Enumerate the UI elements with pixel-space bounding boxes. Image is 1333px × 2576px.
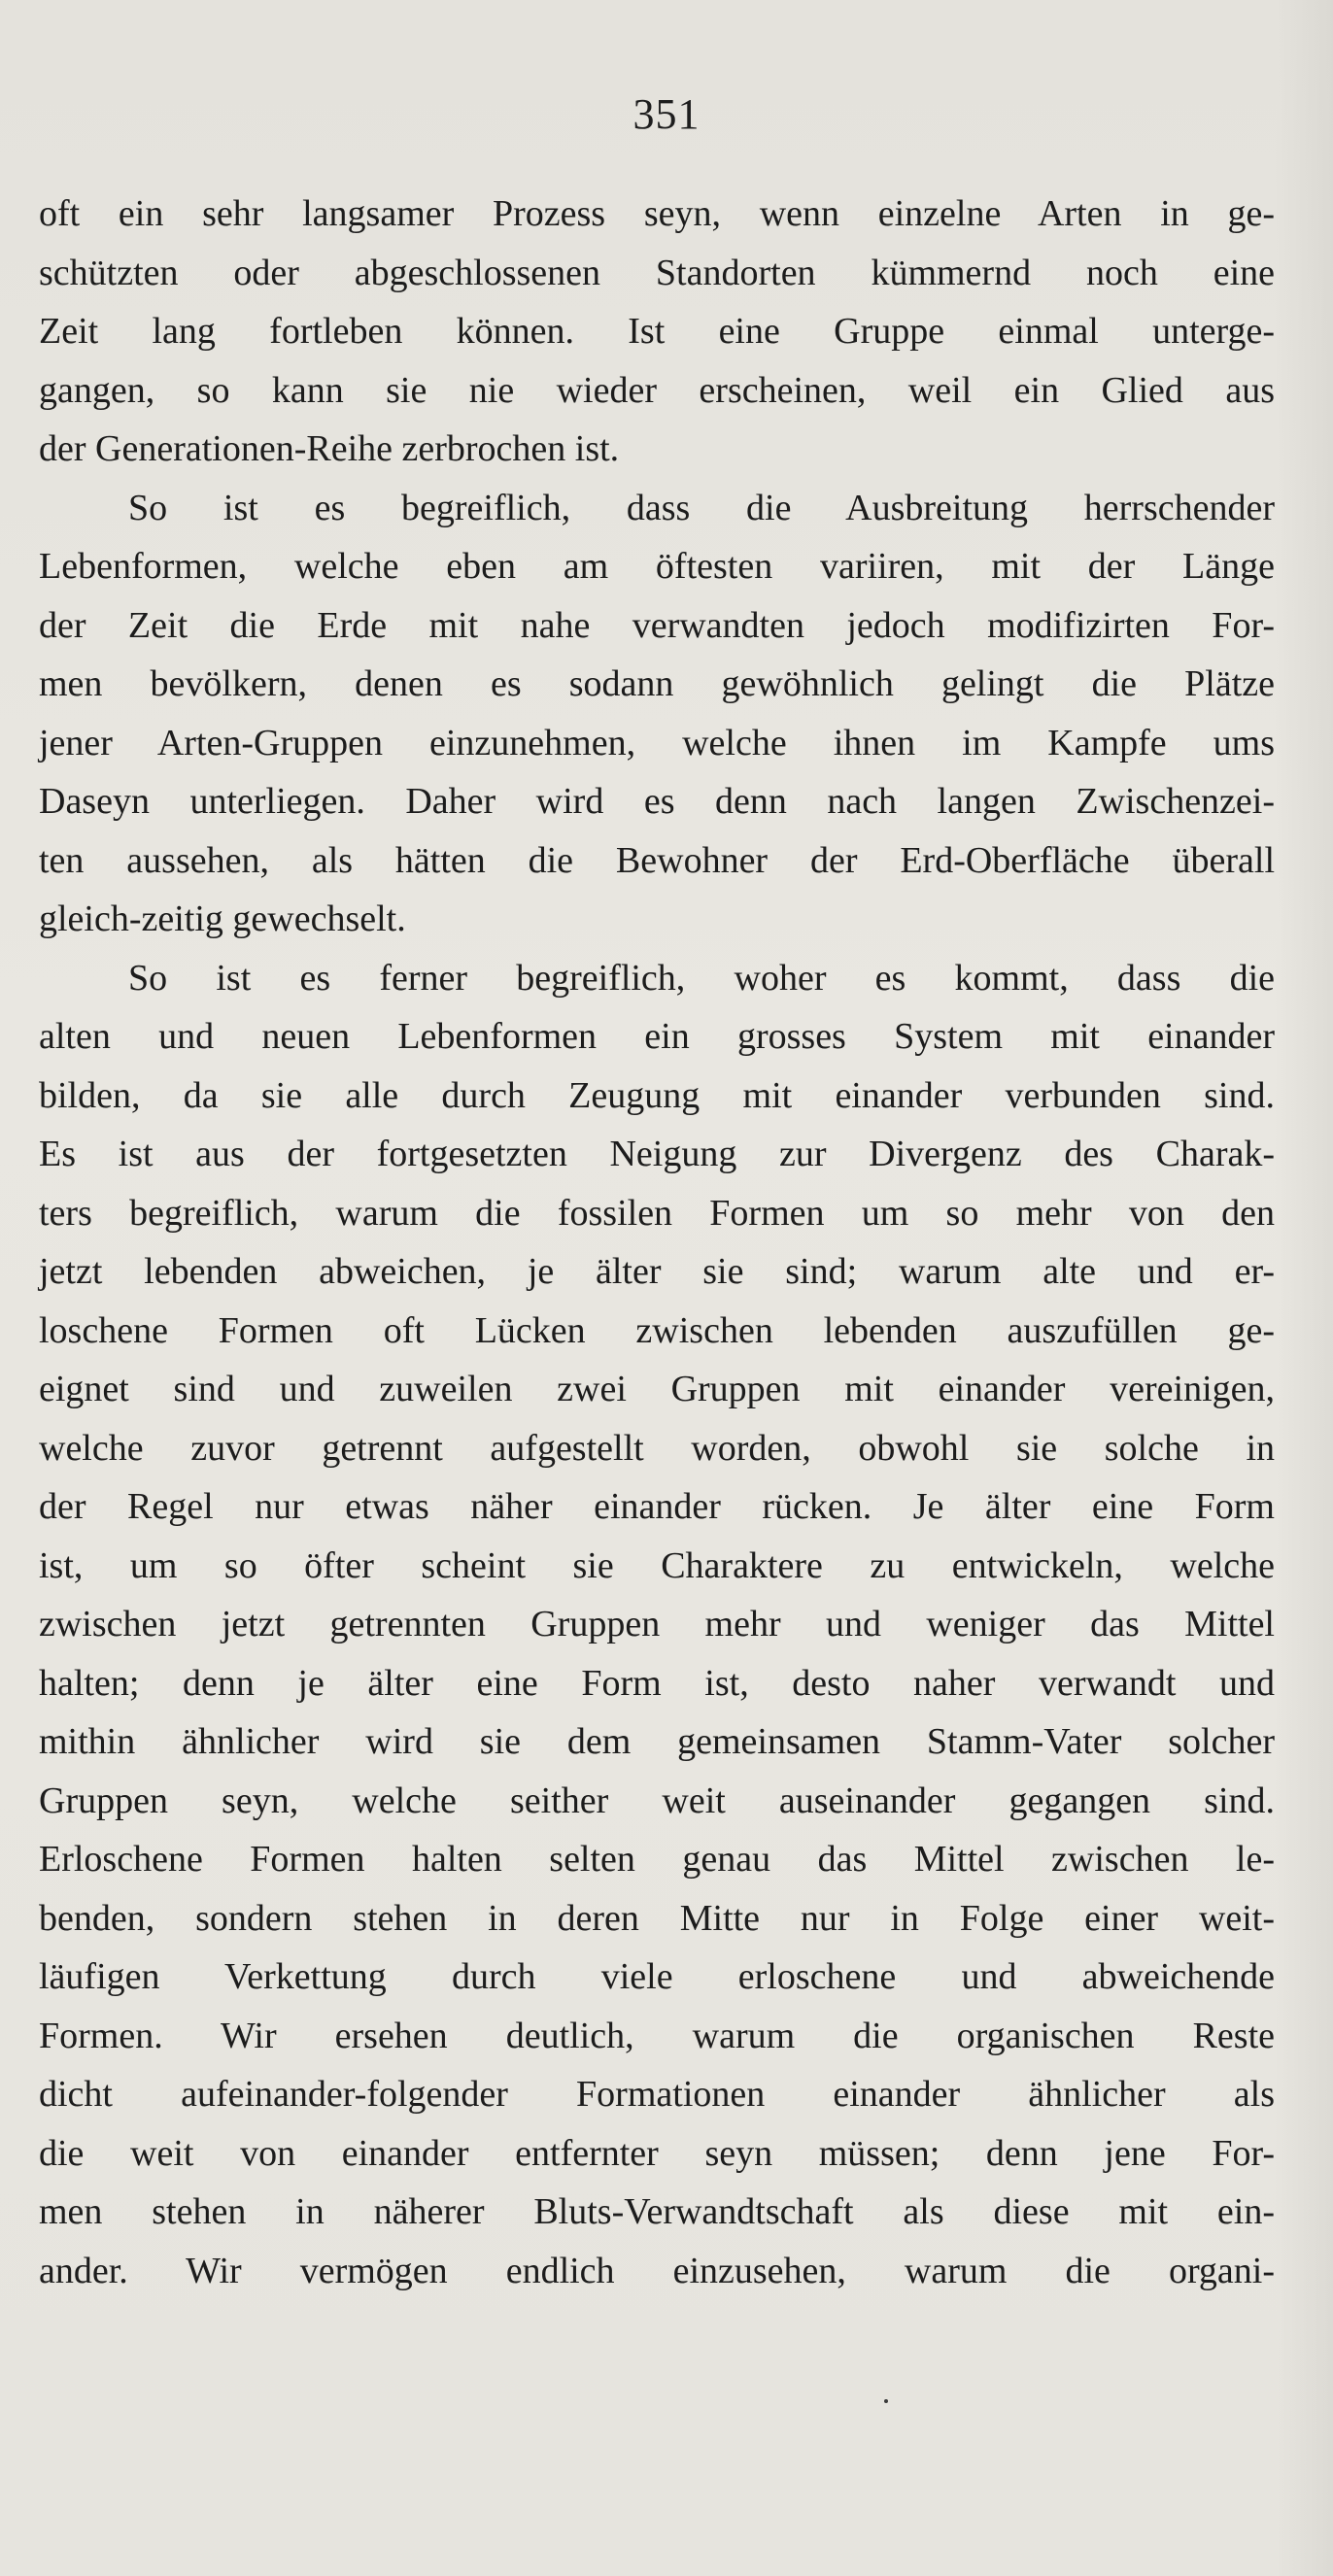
text-line: zwischen jetzt getrennten Gruppen mehr und weniger das Mittel: [39, 1604, 1275, 1644]
text-line: bilden, da sie alle durch Zeugung mit einander verbunden sind.: [39, 1074, 1275, 1116]
paragraph-2: [39, 479, 1275, 949]
text-line: gleich-zeitig gewechselt.: [39, 898, 406, 939]
text-line: Lebenformen, welche eben am öftesten variiren, mit der Länge: [39, 546, 1275, 587]
text-line: men bevölkern, denen es sodann gewöhnlich gelingt die Plätze: [39, 663, 1275, 704]
text-line: loschene Formen oft Lücken zwischen lebenden auszufüllen ge-: [39, 1309, 1275, 1351]
text-line: ters begreiflich, warum die fossilen Formen um so mehr von den: [39, 1192, 1275, 1234]
text-line: men stehen in näherer Bluts-Verwandtschaft als diese mit ein-: [39, 2191, 1275, 2232]
text-line: jener Arten-Gruppen einzunehmen, welche ihnen im Kampfe ums: [39, 722, 1275, 763]
text-line: So ist es begreiflich, dass die Ausbreitung herrschender: [128, 487, 1275, 528]
text-line: der Generationen-Reihe zerbrochen ist.: [39, 428, 620, 469]
text-line: So ist es ferner begreiflich, woher es kommt, dass die: [128, 957, 1275, 999]
page-number: 351: [632, 90, 701, 138]
body-text: [39, 185, 1275, 2300]
text-line: der Regel nur etwas näher einander rücken. Je älter eine Form: [39, 1486, 1275, 1527]
text-line: halten; denn je älter eine Form ist, desto naher verwandt und: [39, 1662, 1275, 1704]
text-line: ander. Wir vermögen endlich einzusehen, warum die organi-: [39, 2250, 1275, 2291]
text-line: Formen. Wir ersehen deutlich, warum die organischen Reste: [39, 2015, 1275, 2056]
text-line: welche zuvor getrennt aufgestellt worden, obwohl sie solche in: [39, 1427, 1275, 1469]
text-line: der Zeit die Erde mit nahe verwandten jedoch modifizirten For-: [39, 604, 1275, 646]
text-line: Daseyn unterliegen. Daher wird es denn nach langen Zwischenzei-: [39, 781, 1275, 822]
text-line: alten und neuen Lebenformen ein grosses System mit einander: [39, 1016, 1275, 1057]
text-line: ten aussehen, als hätten die Bewohner der Erd-Oberfläche überall: [39, 839, 1275, 881]
text-line: oft ein sehr langsamer Prozess seyn, wenn einzelne Arten in ge-: [39, 193, 1275, 234]
text-line: die weit von einander entfernter seyn müssen; denn jene For-: [39, 2132, 1275, 2174]
text-line: Gruppen seyn, welche seither weit auseinander gegangen sind.: [39, 1779, 1275, 1821]
text-line: benden, sondern stehen in deren Mitte nur in Folge einer weit-: [39, 1897, 1275, 1939]
text-line: schützten oder abgeschlossenen Standorten kümmernd noch eine: [39, 252, 1275, 293]
text-line: läufigen Verkettung durch viele erloschene und abweichende: [39, 1956, 1275, 1997]
text-line: Erloschene Formen halten selten genau das Mittel zwischen le-: [39, 1839, 1275, 1880]
text-line: ist, um so öfter scheint sie Charaktere zu entwickeln, welche: [39, 1544, 1275, 1586]
paragraph-3: [39, 949, 1275, 2301]
text-line: dicht aufeinander-folgender Formationen einander ähnlicher als: [39, 2074, 1275, 2115]
text-line: mithin ähnlicher wird sie dem gemeinsamen Stamm-Vater solcher: [39, 1721, 1275, 1762]
paragraph-1: [39, 185, 1275, 479]
text-line: Es ist aus der fortgesetzten Neigung zur Divergenz des Charak-: [39, 1134, 1275, 1174]
ink-speck: [884, 2399, 888, 2403]
text-line: gangen, so kann sie nie wieder erscheinen, weil ein Glied aus: [39, 369, 1275, 411]
text-line: eignet sind und zuweilen zwei Gruppen mit einander vereinigen,: [39, 1369, 1275, 1409]
text-line: Zeit lang fortleben können. Ist eine Gruppe einmal unterge-: [39, 311, 1275, 352]
text-line: jetzt lebenden abweichen, je älter sie sind; warum alte und er-: [39, 1251, 1275, 1292]
